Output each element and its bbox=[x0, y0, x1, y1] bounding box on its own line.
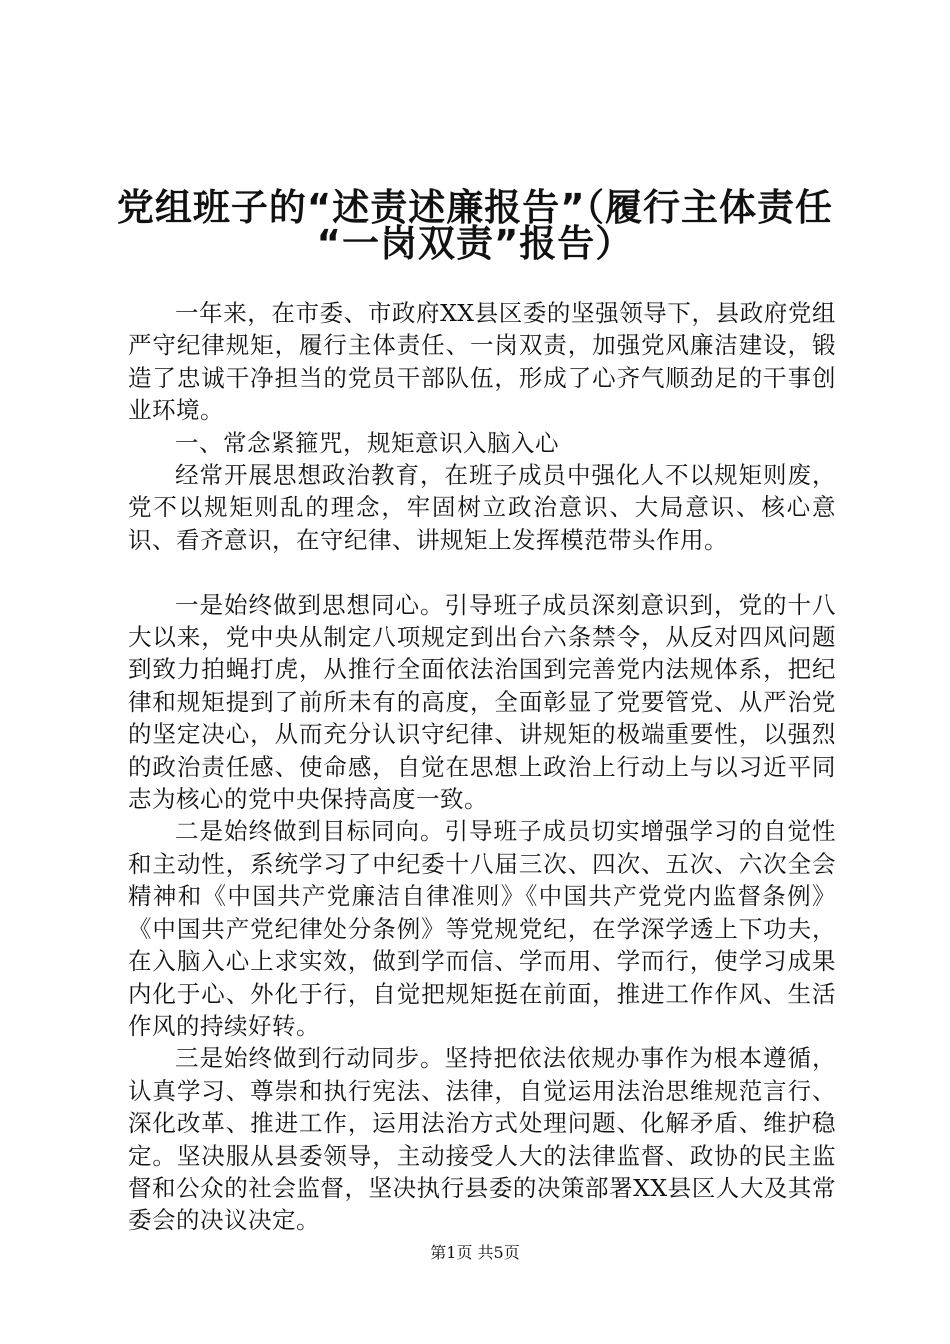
document-body bbox=[128, 297, 836, 1237]
document-title-line-1: 党组班子的“述责述廉报告”（履行主体责任 bbox=[116, 186, 834, 229]
body-paragraph: 一是始终做到思想同心。引导班子成员深刻意识到，党的十八大以来，党中央从制定八项规定到出台六条禁令，从反对四风问题到致力拍蝇打虎，从推行全面依法治国到完善党内法规体系，把纪律和规矩提到了前所未有的高度，全面彰显了党要管党、从严治党的坚定决心，从而充分认识守纪律、讲规矩的极端重要性，以强烈的政治责任感、使命感，自觉在思想上政治上行动上与以习近平同志为核心的党中央保持高度一致。 bbox=[128, 590, 836, 814]
page-footer: 第1页 共5页 bbox=[430, 1243, 520, 1262]
intro-paragraph: 一年来，在市委、市政府XX县区委的坚强领导下，县政府党组严守纪律规矩，履行主体责任、一岗双责，加强党风廉洁建设，锻造了忠诚干净担当的党员干部队伍，形成了心齐气顺劲足的干事创业环境。 bbox=[128, 299, 836, 425]
document-title-line-2: “一岗双责”报告） bbox=[316, 222, 634, 265]
paragraph-spacer bbox=[128, 556, 836, 588]
body-paragraph: 三是始终做到行动同步。坚持把依法依规办事作为根本遵循，认真学习、尊崇和执行宪法、法律，自觉运用法治思维规范言行、深化改革、推进工作，运用法治方式处理问题、化解矛盾、维护稳定。坚决服从县委领导，主动接受人大的法律监督、政协的民主监督和公众的社会监督，坚决执行县委的决策部署XX县区人大及其常委会的决议决定。 bbox=[128, 1044, 836, 1235]
body-paragraph: 经常开展思想政治教育，在班子成员中强化人不以规矩则废，党不以规矩则乱的理念，牢固树立政治意识、大局意识、核心意识、看齐意识，在守纪律、讲规矩上发挥模范带头作用。 bbox=[128, 461, 836, 554]
section-heading: 一、常念紧箍咒，规矩意识入脑入心 bbox=[175, 428, 559, 457]
body-paragraph: 二是始终做到目标同向。引导班子成员切实增强学习的自觉性和主动性，系统学习了中纪委十八届三次、四次、五次、六次全会精神和《中国共产党廉洁自律准则》《中国共产党党内监督条例》《中国共产党纪律处分条例》等党规党纪，在学深学透上下功夫，在入脑入心上求实效，做到学而信、学而用、学而行，使学习成果内化于心、外化于行，自觉把规矩挺在前面，推进工作作风、生活作风的持续好转。 bbox=[128, 817, 836, 1040]
